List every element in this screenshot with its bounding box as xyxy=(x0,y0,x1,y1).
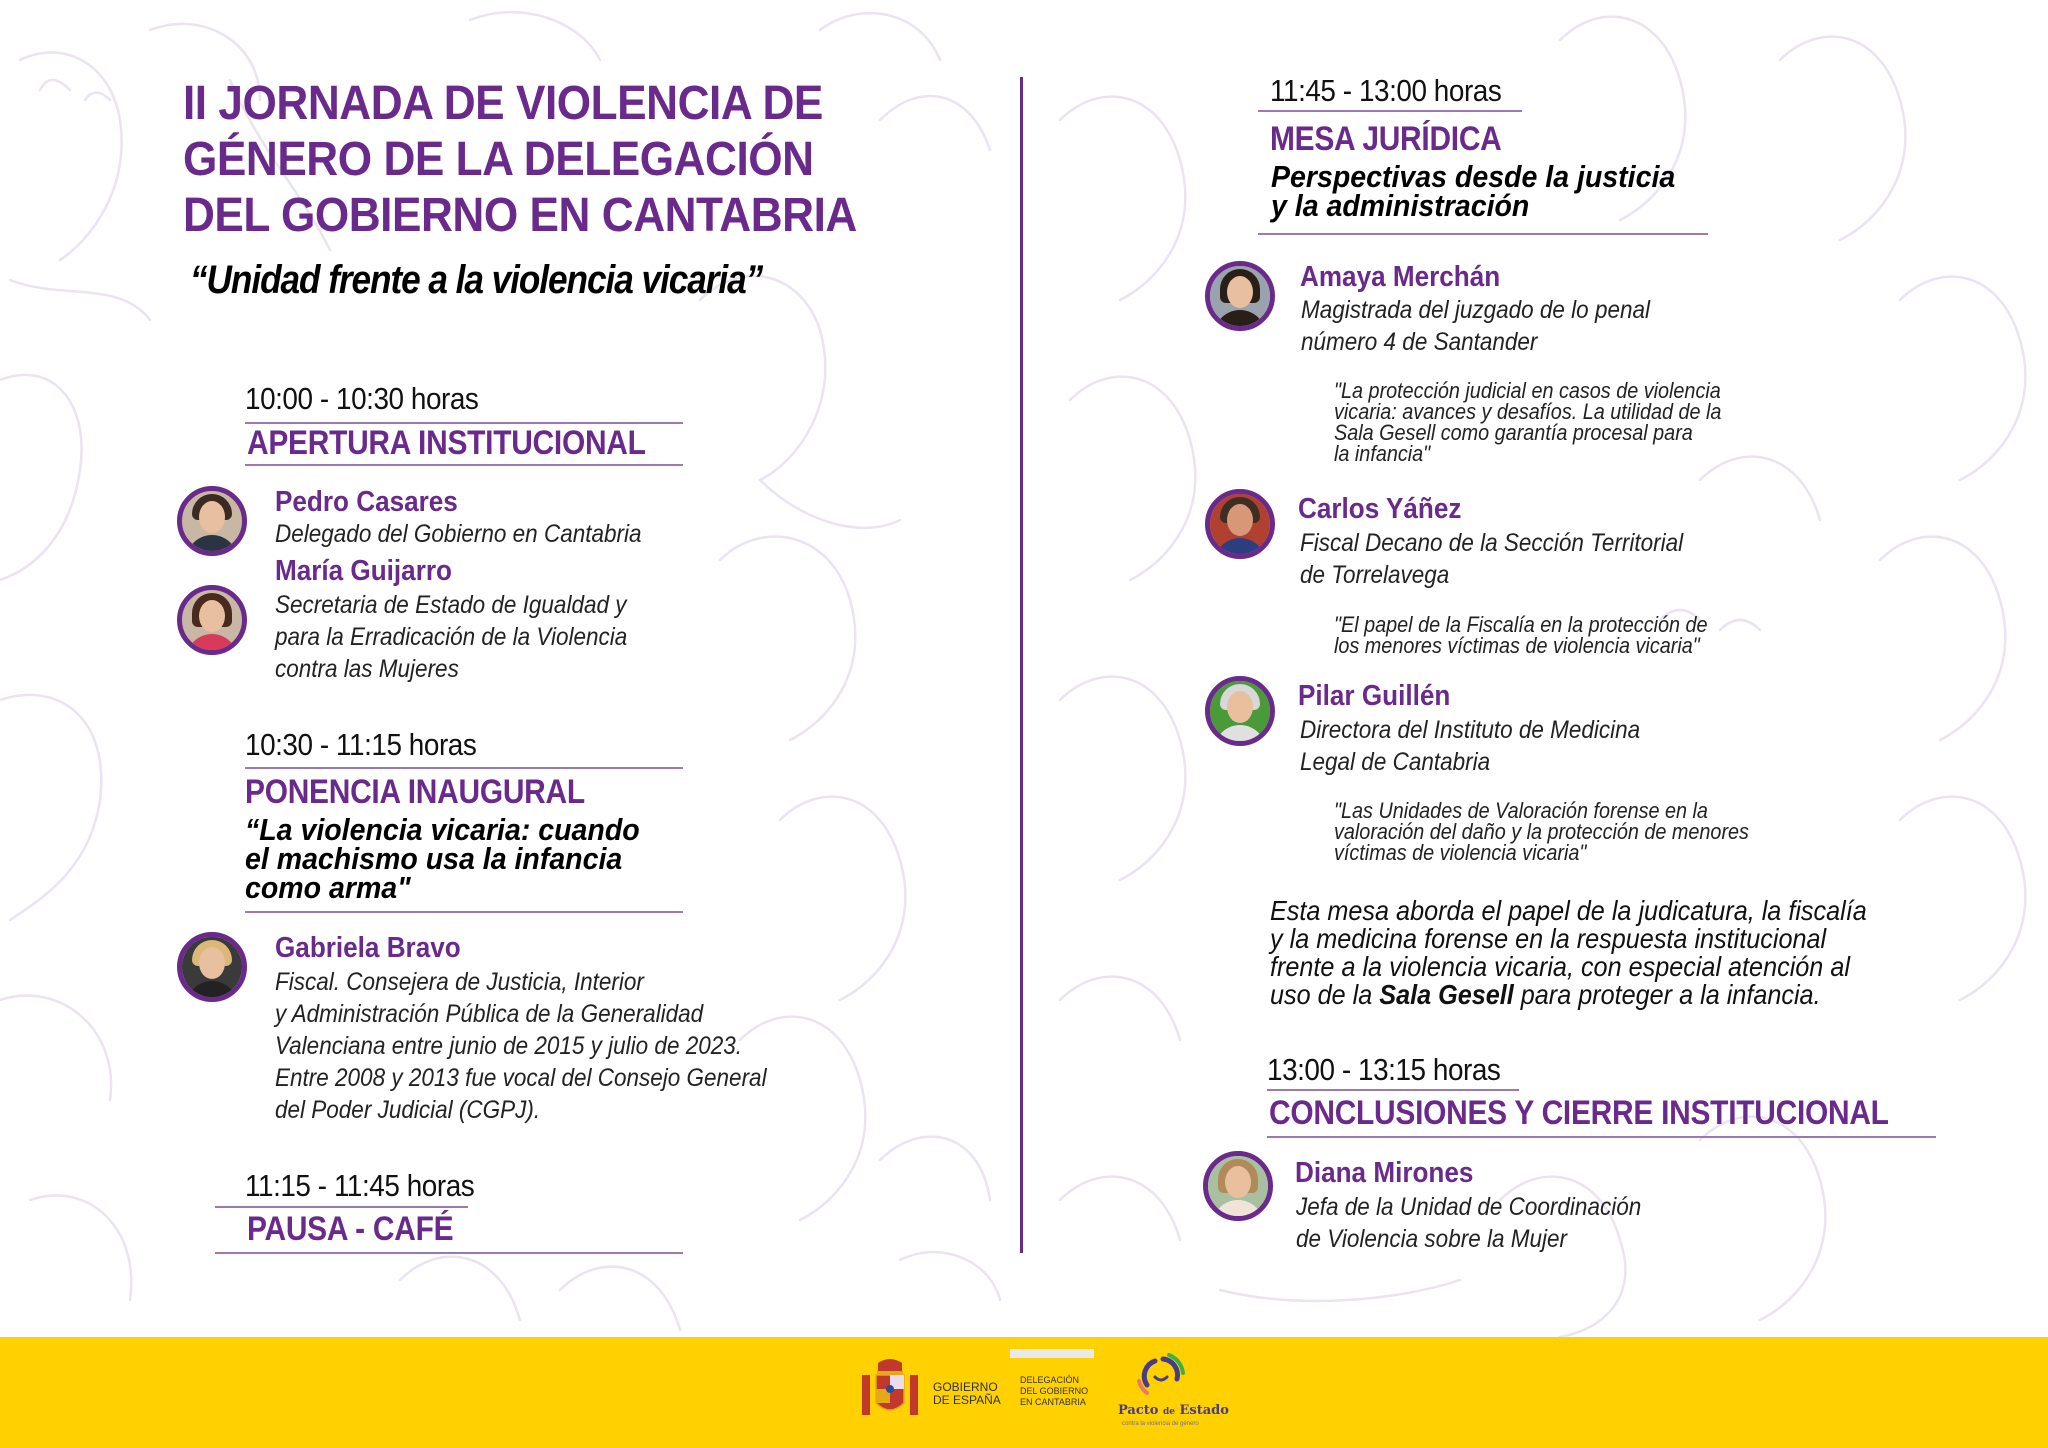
session-time: 10:30 - 11:15 horas xyxy=(245,727,477,762)
speaker-role: contra las Mujeres xyxy=(275,655,459,683)
speaker-role: del Poder Judicial (CGPJ). xyxy=(275,1096,541,1124)
speaker-name: Pedro Casares xyxy=(275,486,458,518)
pacto-de-estado-label xyxy=(1118,1405,1229,1418)
speaker-name: Amaya Merchán xyxy=(1300,261,1501,293)
logo-line: EN CANTABRIA xyxy=(1020,1397,1086,1407)
avatar-carlos-yanez xyxy=(1205,489,1275,559)
delegacion-label xyxy=(1020,1375,1088,1408)
speaker-name: María Guijarro xyxy=(275,555,452,587)
speaker-name: Gabriela Bravo xyxy=(275,932,461,964)
session-time: 13:00 - 13:15 horas xyxy=(1267,1052,1501,1087)
divider-rule xyxy=(215,1206,468,1208)
session-description xyxy=(1270,897,1867,1009)
description-line: y la medicina forense en la respuesta institucional xyxy=(1270,923,1827,954)
speaker-role: Legal de Cantabria xyxy=(1300,748,1491,776)
avatar-maria-guijarro xyxy=(177,585,247,655)
description-line: frente a la violencia vicaria, con especial atención al xyxy=(1270,951,1850,982)
speaker-role: Secretaria de Estado de Igualdad y xyxy=(275,591,627,619)
session-title: CONCLUSIONES Y CIERRE INSTITUCIONAL xyxy=(1269,1094,1889,1132)
logo-line: GOBIERNO xyxy=(933,1380,998,1394)
session-subtitle: y la administración xyxy=(1271,188,1530,223)
logo-line: DEL GOBIERNO xyxy=(1020,1386,1089,1396)
session-time: 11:45 - 13:00 horas xyxy=(1270,73,1502,108)
description-line: Esta mesa aborda el papel de la judicatura, la fiscalía xyxy=(1270,895,1867,926)
logo-line: DELEGACIÓN xyxy=(1020,1375,1080,1385)
gobierno-de-espana-label xyxy=(933,1381,1001,1407)
speaker-role: para la Erradicación de la Violencia xyxy=(275,623,628,651)
speaker-role: Fiscal. Consejera de Justicia, Interior xyxy=(275,968,644,996)
divider-rule xyxy=(245,767,683,769)
session-title: PONENCIA INAUGURAL xyxy=(245,773,585,811)
event-title-line: DEL GOBIERNO EN CANTABRIA xyxy=(183,189,857,242)
description-text: uso de la xyxy=(1270,979,1380,1010)
speaker-role: y Administración Pública de la Generalidad xyxy=(275,1000,704,1028)
divider-rule xyxy=(1258,110,1522,112)
talk-quote: los menores víctimas de violencia vicaria" xyxy=(1334,633,1700,658)
session-subtitle: el machismo usa la infancia xyxy=(245,841,623,876)
event-subtitle: “Unidad frente a la violencia vicaria” xyxy=(190,258,763,302)
speaker-role: Entre 2008 y 2013 fue vocal del Consejo General xyxy=(275,1064,767,1092)
avatar-diana-mirones xyxy=(1203,1151,1273,1221)
speaker-role: Magistrada del juzgado de lo penal xyxy=(1301,296,1651,324)
avatar-gabriela-bravo xyxy=(177,932,247,1002)
session-title: MESA JURÍDICA xyxy=(1270,120,1502,158)
talk-quote: Sala Gesell como garantía procesal para xyxy=(1334,420,1693,445)
description-text: para proteger a la infancia. xyxy=(1513,979,1821,1010)
event-title xyxy=(183,76,857,244)
coat-of-arms-icon xyxy=(860,1357,920,1419)
divider-rule xyxy=(1267,1136,1936,1138)
talk-quote: "Las Unidades de Valoración forense en la xyxy=(1334,798,1708,823)
talk-quote: valoración del daño y la protección de menores xyxy=(1334,819,1749,844)
session-title: PAUSA - CAFÉ xyxy=(247,1210,454,1248)
avatar-pedro-casares xyxy=(177,486,247,556)
pacto-de-estado-smile-icon xyxy=(1133,1351,1189,1401)
speaker-name: Diana Mirones xyxy=(1295,1157,1474,1189)
description-bold-term: Sala Gesell xyxy=(1379,979,1514,1010)
logo-text: Pacto xyxy=(1118,1403,1163,1418)
talk-quote: "El papel de la Fiscalía en la protección de xyxy=(1334,612,1708,637)
logo-text: Estado xyxy=(1175,1403,1229,1418)
speaker-name: Carlos Yáñez xyxy=(1298,493,1462,525)
talk-quote: víctimas de violencia vicaria" xyxy=(1334,840,1587,865)
description-line xyxy=(1270,981,1867,1009)
event-title-line: II JORNADA DE VIOLENCIA DE xyxy=(183,77,823,130)
speaker-role: Valenciana entre junio de 2015 y julio de 2023. xyxy=(275,1032,743,1060)
avatar-amaya-merchan xyxy=(1205,261,1275,331)
logo-line: DE ESPAÑA xyxy=(933,1393,1001,1407)
session-subtitle: Perspectivas desde la justicia xyxy=(1271,159,1676,194)
column-divider xyxy=(1020,77,1023,1253)
speaker-role: de Torrelavega xyxy=(1300,561,1450,589)
event-title-line: GÉNERO DE LA DELEGACIÓN xyxy=(183,133,814,186)
divider-rule xyxy=(215,1252,683,1254)
speaker-role: Delegado del Gobierno en Cantabria xyxy=(275,520,642,548)
speaker-name: Pilar Guillén xyxy=(1298,680,1451,712)
speaker-role: número 4 de Santander xyxy=(1301,328,1538,356)
session-subtitle: “La violencia vicaria: cuando xyxy=(245,812,640,847)
session-subtitle: como arma" xyxy=(245,870,411,905)
speaker-role: de Violencia sobre la Mujer xyxy=(1296,1225,1567,1253)
divider-rule xyxy=(1258,233,1708,235)
talk-quote: la infancia" xyxy=(1334,441,1431,466)
speaker-role: Directora del Instituto de Medicina xyxy=(1300,716,1641,744)
avatar-pilar-guillen xyxy=(1205,676,1275,746)
talk-quote: vicaria: avances y desafíos. La utilidad de la xyxy=(1334,399,1722,424)
session-time: 10:00 - 10:30 horas xyxy=(245,381,479,416)
talk-quote: "La protección judicial en casos de violencia xyxy=(1334,378,1721,403)
footer-band xyxy=(0,1337,2048,1448)
divider-rule xyxy=(245,911,683,913)
footer-bar xyxy=(1010,1349,1094,1358)
speaker-role: Fiscal Decano de la Sección Territorial xyxy=(1300,529,1684,557)
divider-rule xyxy=(245,464,683,466)
speaker-role: Jefa de la Unidad de Coordinación xyxy=(1296,1193,1642,1221)
divider-rule xyxy=(1267,1089,1519,1091)
session-title: APERTURA INSTITUCIONAL xyxy=(247,424,646,462)
pacto-subtitle: contra la violencia de género xyxy=(1122,1421,1199,1427)
logo-text: de xyxy=(1162,1407,1175,1417)
session-time: 11:15 - 11:45 horas xyxy=(245,1168,475,1203)
